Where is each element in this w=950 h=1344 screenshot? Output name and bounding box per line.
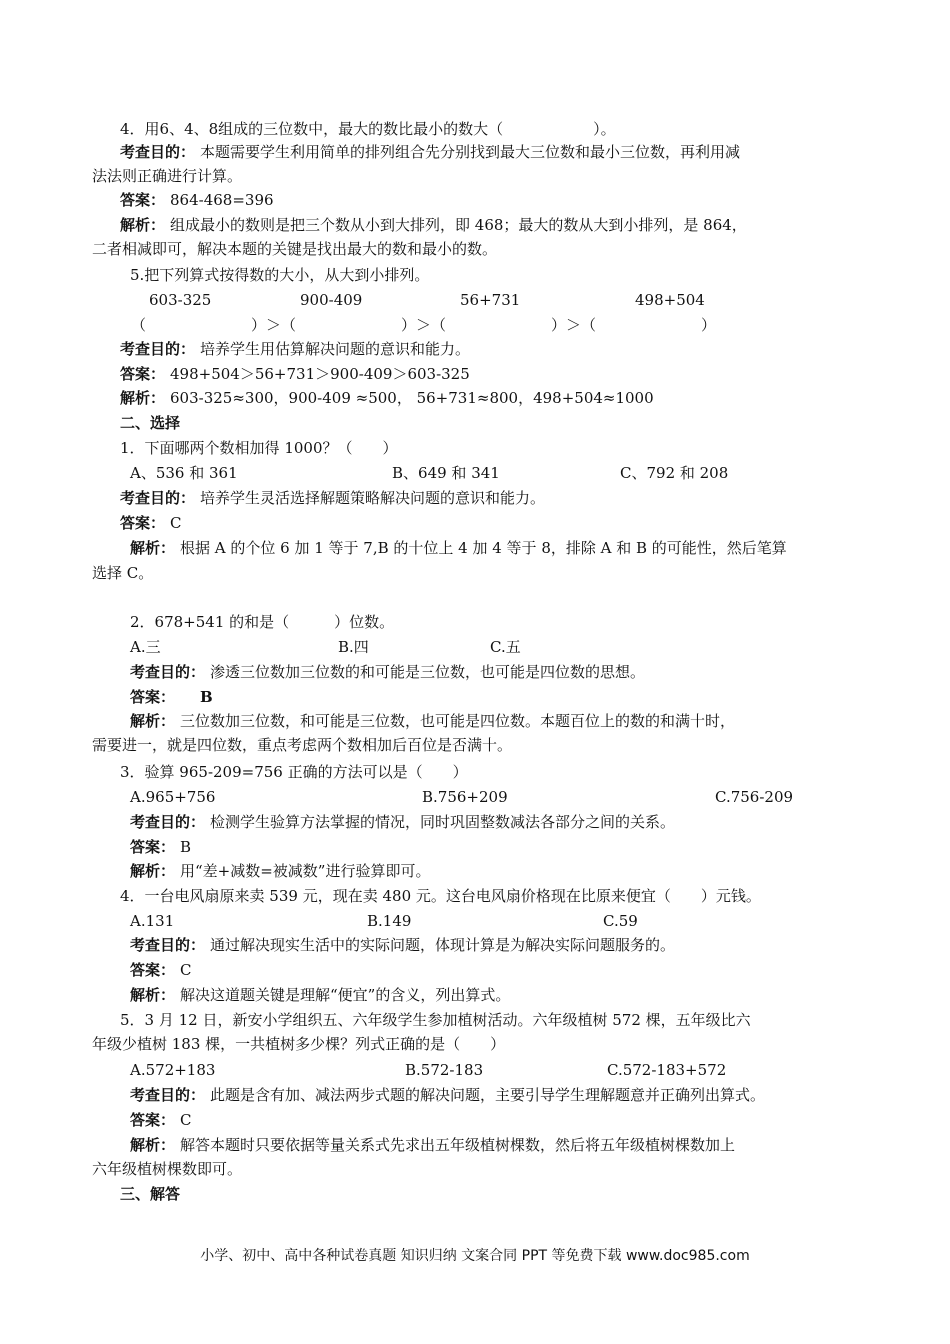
text-line — [0, 288, 950, 312]
text-line — [0, 188, 950, 212]
page-footer: 小学、初中、高中各种试卷真题 知识归纳 文案合同 PPT 等免费下载 www.doc985.com — [200, 1248, 750, 1264]
text-segment: C、792 和 208 — [620, 464, 729, 482]
text-segment: 498+504＞56+731＞900-409＞603-325 — [170, 365, 470, 383]
text-segment: 检测学生验算方法掌握的情况，同时巩固整数减法各部分之间的关系。 — [210, 813, 676, 831]
text-line — [0, 436, 950, 460]
bold-label: 答案： — [130, 838, 176, 856]
text-line — [0, 835, 950, 859]
bold-label: 解析： — [120, 389, 166, 407]
text-line — [0, 511, 950, 535]
text-segment: B.149 — [367, 912, 412, 930]
text-segment: 5．3 月 12 日，新安小学组织五、六年级学生参加植树活动。六年级植树 572 棵，五年级比六 — [120, 1011, 751, 1029]
text-segment: 5.把下列算式按得数的大小，从大到小排列。 — [130, 266, 430, 284]
text-segment: 根据 A 的个位 6 加 1 等于 7,B 的十位上 4 加 4 等于 8，排除 A 和 B 的可能性，然后笔算 — [180, 539, 787, 557]
text-segment: A、536 和 361 — [130, 464, 238, 482]
text-segment: 3．验算 965-209=756 正确的方法可以是（ ） — [120, 763, 468, 781]
text-segment: B、649 和 341 — [392, 464, 500, 482]
text-segment: 组成最小的数则是把三个数从小到大排列，即 468；最大的数从大到小排列，是 864， — [170, 216, 747, 234]
bold-label: 答案： — [130, 688, 176, 706]
text-line — [0, 117, 950, 141]
bold-label: 答案： — [120, 365, 166, 383]
text-line — [0, 1182, 950, 1206]
text-line — [0, 909, 950, 933]
bold-label: 解析： — [120, 216, 166, 234]
text-line — [0, 536, 950, 560]
text-line — [0, 213, 950, 237]
text-line — [0, 859, 950, 883]
text-line — [0, 635, 950, 659]
text-line — [0, 933, 950, 957]
text-segment: 六年级植树棵数即可。 — [92, 1160, 243, 1178]
bold-label: 考查目的： — [120, 489, 196, 507]
text-line — [0, 610, 950, 634]
text-segment: 法法则正确进行计算。 — [92, 167, 243, 185]
bold-label: 考查目的： — [130, 936, 206, 954]
text-segment: 二者相减即可，解决本题的关键是找出最大的数和最小的数。 — [92, 240, 498, 258]
text-segment: C.572-183+572 — [607, 1061, 727, 1079]
bold-label: 答案： — [130, 1111, 176, 1129]
text-line — [0, 140, 950, 164]
text-segment: C.59 — [603, 912, 638, 930]
text-segment: 2．678+541 的和是（ ）位数。 — [130, 613, 395, 631]
text-segment: 三位数加三位数，和可能是三位数，也可能是四位数。本题百位上的数的和满十时， — [180, 712, 736, 730]
text-line — [0, 263, 950, 287]
text-line — [0, 1133, 950, 1157]
text-segment: B.756+209 — [422, 788, 508, 806]
bold-label: 答案： — [130, 961, 176, 979]
text-line — [0, 1108, 950, 1132]
text-segment: 864-468=396 — [170, 191, 274, 209]
text-line — [0, 561, 950, 585]
text-segment: A.131 — [130, 912, 175, 930]
text-line — [0, 810, 950, 834]
text-segment: 培养学生灵活选择解题策略解决问题的意识和能力。 — [200, 489, 546, 507]
text-line — [0, 709, 950, 733]
text-line — [0, 685, 950, 709]
text-segment: C.五 — [490, 638, 521, 656]
text-line — [0, 760, 950, 784]
text-segment: 4．一台电风扇原来卖 539 元，现在卖 480 元。这台电风扇价格现在比原来便宜（ ）元钱。 — [120, 887, 761, 905]
text-line — [0, 983, 950, 1007]
text-segment: B.572-183 — [405, 1061, 484, 1079]
text-segment: （ ）＞（ ）＞（ ）＞（ ） — [131, 316, 717, 334]
text-line — [0, 884, 950, 908]
text-segment: A.965+756 — [130, 788, 216, 806]
text-segment: 需要进一，就是四位数，重点考虑两个数相加后百位是否满十。 — [92, 736, 513, 754]
bold-label: 考查目的： — [120, 143, 196, 161]
text-segment: 603-325≈300，900-409 ≈500， 56+731≈800，498+504≈1000 — [170, 389, 654, 407]
text-line — [0, 362, 950, 386]
text-segment: 年级少植树 183 棵，一共植树多少棵？列式正确的是（ ） — [92, 1035, 506, 1053]
text-line — [0, 1083, 950, 1107]
text-segment: B.四 — [338, 638, 369, 656]
bold-label: 解析： — [130, 862, 176, 880]
text-segment: A.572+183 — [130, 1061, 216, 1079]
text-line — [0, 337, 950, 361]
text-segment: 此题是含有加、减法两步式题的解决问题，主要引导学生理解题意并正确列出算式。 — [210, 1086, 766, 1104]
text-segment: 渗透三位数加三位数的和可能是三位数，也可能是四位数的思想。 — [210, 663, 646, 681]
text-segment: 4．用6、4、8组成的三位数中，最大的数比最小的数大（ ）。 — [120, 120, 616, 138]
text-line — [0, 486, 950, 510]
text-line — [0, 386, 950, 410]
bold-label: 考查目的： — [120, 340, 196, 358]
text-line — [0, 313, 950, 337]
text-segment: 培养学生用估算解决问题的意识和能力。 — [200, 340, 471, 358]
bold-label: 考查目的： — [130, 663, 206, 681]
text-segment: 56+731 — [460, 291, 521, 309]
text-segment: C — [170, 514, 182, 532]
text-line — [0, 237, 950, 261]
text-line — [0, 660, 950, 684]
text-segment: 603-325 — [149, 291, 212, 309]
text-segment: 用“差+减数=被减数”进行验算即可。 — [180, 862, 431, 880]
text-segment: 本题需要学生利用简单的排列组合先分别找到最大三位数和最小三位数，再利用减 — [200, 143, 741, 161]
bold-label: 答案： — [120, 514, 166, 532]
text-segment: 498+504 — [635, 291, 705, 309]
text-segment: 1．下面哪两个数相加得 1000？（ ） — [120, 439, 398, 457]
text-line — [0, 411, 950, 435]
bold-label: 答案： — [120, 191, 166, 209]
text-segment: 解答本题时只要依据等量关系式先求出五年级植树棵数，然后将五年级植树棵数加上 — [180, 1136, 736, 1154]
text-segment: 解决这道题关键是理解“便宜”的含义，列出算式。 — [180, 986, 511, 1004]
text-segment: 通过解决现实生活中的实际问题，体现计算是为解决实际问题服务的。 — [210, 936, 676, 954]
text-line — [0, 1032, 950, 1056]
text-segment: 选择 C。 — [92, 564, 154, 582]
text-line — [0, 958, 950, 982]
text-segment: C — [180, 961, 192, 979]
bold-label: B — [200, 688, 213, 706]
text-segment: B — [180, 838, 192, 856]
text-line — [0, 785, 950, 809]
bold-label: 解析： — [130, 1136, 176, 1154]
text-segment: 900-409 — [300, 291, 363, 309]
bold-label: 解析： — [130, 712, 176, 730]
text-segment: A.三 — [130, 638, 161, 656]
text-line — [0, 461, 950, 485]
text-segment: C.756-209 — [715, 788, 794, 806]
text-line — [0, 733, 950, 757]
bold-label: 考查目的： — [130, 1086, 206, 1104]
bold-label: 解析： — [130, 539, 176, 557]
bold-label: 解析： — [130, 986, 176, 1004]
text-segment: C — [180, 1111, 192, 1129]
bold-label: 二、选择 — [120, 414, 181, 432]
text-line — [0, 164, 950, 188]
bold-label: 三、解答 — [120, 1185, 181, 1203]
text-line — [0, 1008, 950, 1032]
bold-label: 考查目的： — [130, 813, 206, 831]
text-line — [0, 1157, 950, 1181]
text-line — [0, 1058, 950, 1082]
